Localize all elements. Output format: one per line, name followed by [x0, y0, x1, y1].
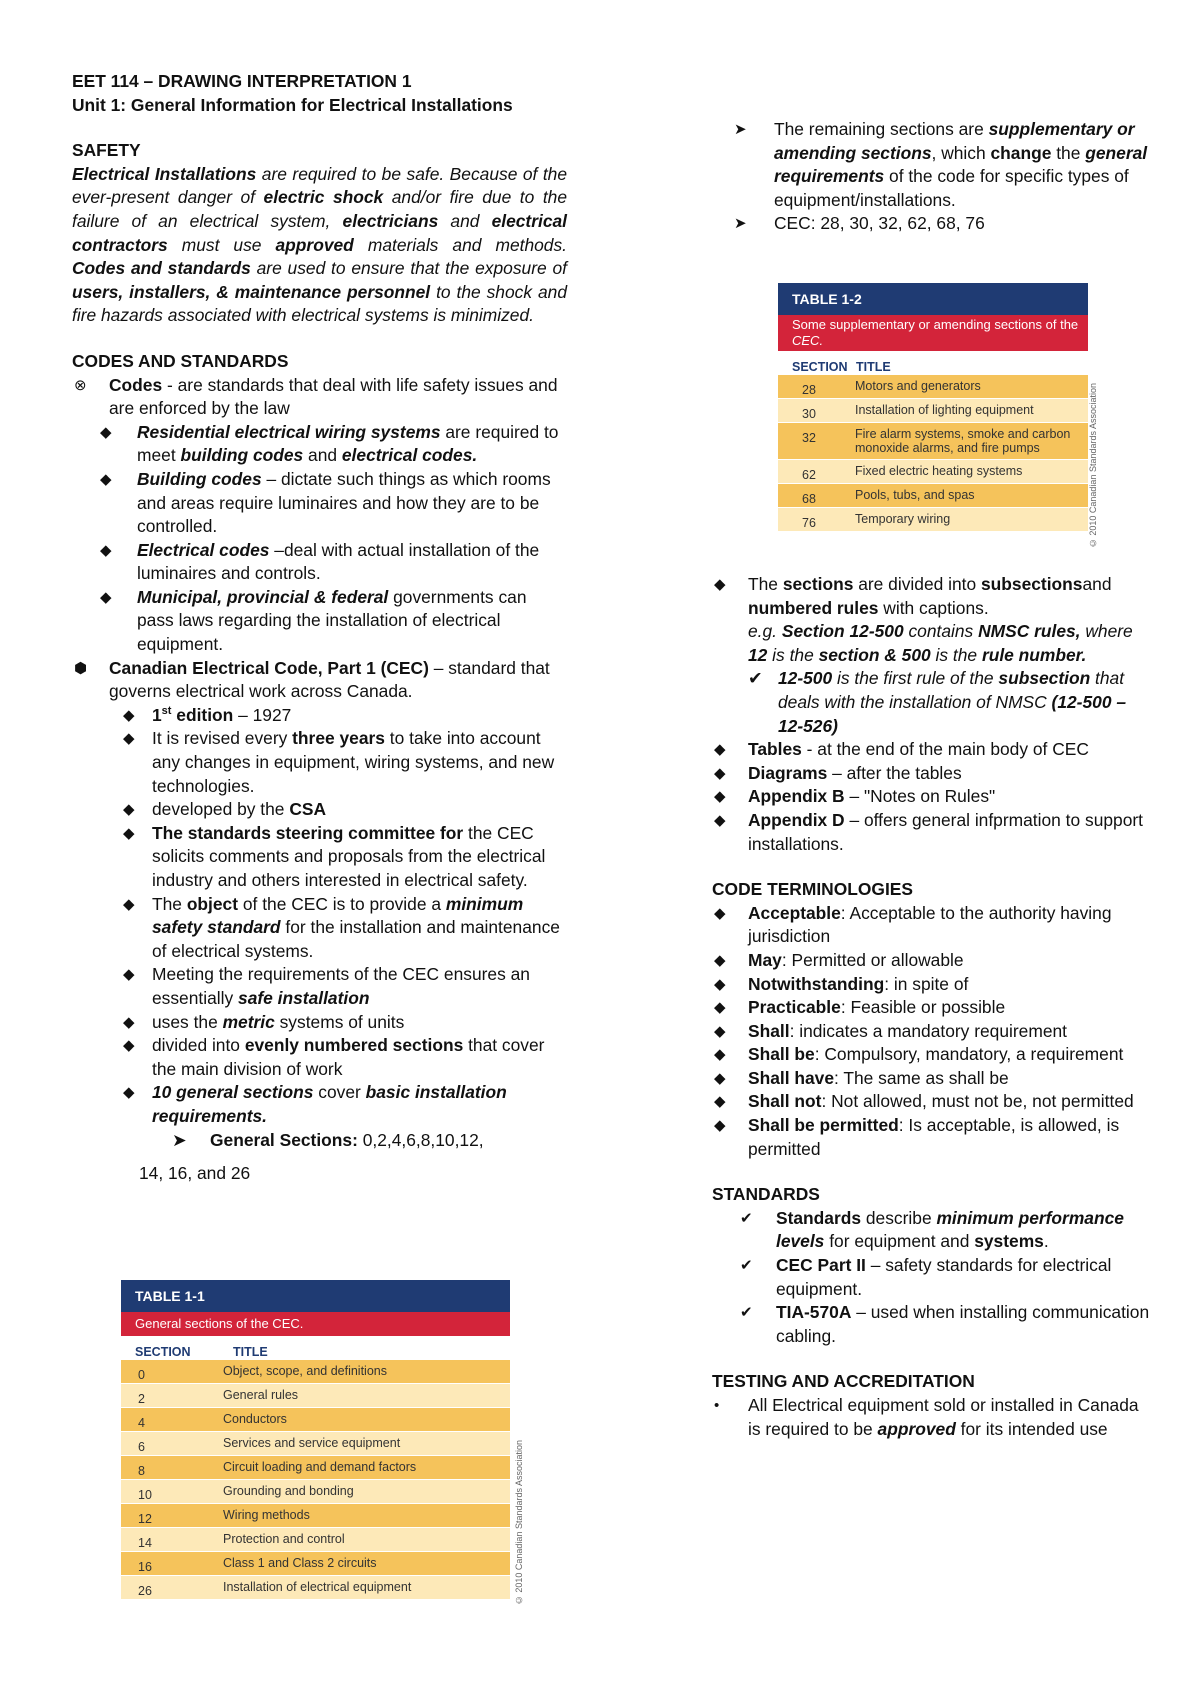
diamond-bullet-icon: ◆ [100, 541, 112, 559]
table-row [121, 1360, 510, 1384]
table-cell-title: Temporary wiring [855, 512, 951, 526]
table-cell-section: 16 [138, 1560, 152, 1574]
table-subtitle: General sections of the CEC. [121, 1312, 510, 1336]
list-item: ✔ TIA-570A – used when installing communication cabling. [740, 1302, 1150, 1346]
table-cell-title: Installation of electrical equipment [223, 1580, 412, 1594]
unit-title: Unit 1: General Information for Electrical Installations [72, 94, 513, 115]
table-row [778, 484, 1088, 508]
checkmark-bullet-icon: ✔ [740, 1209, 753, 1227]
table-title: TABLE 1-2 [778, 283, 1088, 315]
general-sections-continued: 14, 16, and 26 [139, 1163, 251, 1184]
list-item: ◆ developed by the CSA [115, 798, 567, 822]
list-item: ◆ It is revised every three years to take into account any changes in equipment, wiring systems, and new technologies. [123, 728, 555, 796]
list-item: ◆ 1st edition – 1927 [115, 704, 567, 728]
table-cell-section: 26 [138, 1584, 152, 1598]
table-cell-section: 10 [138, 1488, 152, 1502]
diamond-bullet-icon: ◆ [100, 588, 112, 606]
list-item: ◆ Shall not: Not allowed, must not be, not permitted [712, 1090, 1152, 1114]
radioactive-bullet-icon: ⊗ [74, 376, 87, 394]
table-row [121, 1408, 510, 1432]
diamond-bullet-icon: ◆ [123, 730, 135, 748]
diamond-bullet-icon: ◆ [100, 423, 112, 441]
arrow-bullet-icon: ➤ [172, 1129, 187, 1150]
codes-list [72, 374, 567, 1186]
list-item: ◆ Residential electrical wiring systems are required to meet building codes and electrical codes. [100, 421, 559, 466]
table-row [778, 508, 1088, 532]
list-item: • All Electrical equipment sold or installed in Canada is required to be approved for its intended use [714, 1395, 1139, 1439]
list-item: ◆ Notwithstanding: in spite of [712, 973, 1152, 997]
table-1-2 [778, 283, 1099, 549]
table-row [121, 1576, 510, 1600]
copyright-credit: © 2010 Canadian Standards Association [1088, 383, 1099, 549]
table-row [121, 1528, 510, 1552]
diamond-bullet-icon: ◆ [714, 788, 726, 806]
list-item: ◆ Appendix D – offers general infprmation to support installations. [714, 809, 1144, 854]
table-cell-title: Class 1 and Class 2 circuits [223, 1556, 377, 1570]
checkmark-bullet-icon: ✔ [748, 668, 763, 689]
table-cell-section: 30 [802, 407, 816, 421]
list-item: ➤ CEC: 28, 30, 32, 62, 68, 76 [734, 212, 1152, 236]
diamond-bullet-icon: ◆ [714, 1093, 726, 1111]
list-item: ◆ Shall: indicates a mandatory requirement [712, 1020, 1152, 1044]
diamond-bullet-icon: ◆ [714, 811, 726, 829]
copyright-credit: © 2010 Canadian Standards Association [514, 1440, 525, 1606]
diamond-bullet-icon: ◆ [123, 1084, 135, 1102]
standards-list [712, 1207, 1152, 1349]
codes-heading: CODES AND STANDARDS [72, 350, 289, 371]
standards-heading: STANDARDS [712, 1184, 820, 1205]
table-cell-section: 0 [138, 1368, 145, 1382]
table-cell-section: 6 [138, 1440, 145, 1454]
list-item: ✔ Standards describe minimum performance levels for equipment and systems. [740, 1207, 1124, 1252]
list-item: ◆ The object of the CEC is to provide a minimum safety standard for the installation and maintenance of electrical systems. [123, 893, 560, 961]
table-cell-section: 2 [138, 1392, 145, 1406]
list-item: ◆ Building codes – dictate such things as which rooms and areas require luminaires and how they are to be controlled. [100, 468, 551, 537]
list-item: ◆ Shall be permitted: Is acceptable, is allowed, is permitted [714, 1115, 1120, 1159]
diamond-bullet-icon: ◆ [714, 1117, 726, 1135]
checkmark-note: ✔ 12-500 is the first rule of the subsection that deals with the installation of NMSC (12-500 – 12-526) [748, 668, 1126, 736]
table-cell-title: Services and service equipment [223, 1436, 401, 1450]
column-header-section: SECTION [792, 360, 848, 374]
table-row [121, 1432, 510, 1456]
arrow-bullet-icon: ➤ [734, 215, 747, 233]
table-row [121, 1552, 510, 1576]
table-cell-title: Object, scope, and definitions [223, 1364, 387, 1378]
testing-heading: TESTING AND ACCREDITATION [712, 1371, 975, 1392]
list-item: ⬢ Canadian Electrical Code, Part 1 (CEC) – standard that governs electrical work across Canada. ◆ 1st edition – 1927 ◆ It is revised every three years to take into account any changes in equipment, wiring systems, and new technologies. ◆ developed by the CSA ◆ The standards steering committee for the CEC solicits comments and proposals from the electrical industry and others interested in electrical safety. ◆ The object of the CEC is to provide a minimum safety standard for the installation and maintenance of electrical systems. ◆ Meeting the requirements of the CEC ensures an essentially safe installation ◆ uses the metric systems of units ◆ divided into evenly numbered sections that cover the main division of work ◆ 10 general sections cover basic installation requirements. ➤ General Sections: 0,2,4,6,8,10,12, 14, 16, and 26 [72, 657, 567, 1186]
table-row [121, 1480, 510, 1504]
table-row [778, 375, 1088, 399]
list-item: ◆ Diagrams – after the tables [712, 762, 1152, 786]
list-item: ◆ Municipal, provincial & federal governments can pass laws regarding the installation of electrical equipment. [100, 586, 527, 655]
table-cell-title: Wiring methods [223, 1508, 310, 1522]
checkmark-bullet-icon: ✔ [740, 1257, 753, 1275]
left-column [72, 70, 567, 1186]
checkmark-bullet-icon: ✔ [740, 1304, 753, 1322]
table-cell-section: 28 [802, 383, 816, 397]
list-item: ◆ Practicable: Feasible or possible [712, 996, 1152, 1020]
table-cell-title: Fixed electric heating systems [855, 464, 1023, 478]
example-text: e.g. Section 12-500 contains NMSC rules, where 12 is the section & 500 is the rule number. [748, 621, 1133, 665]
diamond-bullet-icon: ◆ [714, 1022, 726, 1040]
table-cell-section: 14 [138, 1536, 152, 1550]
table-row [778, 460, 1088, 484]
diamond-bullet-icon: ◆ [714, 904, 726, 922]
diamond-bullet-icon: ◆ [100, 470, 112, 488]
column-header-title: TITLE [856, 360, 891, 374]
column-header-section: SECTION [135, 1345, 191, 1359]
table-body [121, 1360, 510, 1600]
table-cell-section: 62 [802, 468, 816, 482]
list-item: ◆ May: Permitted or allowable [712, 949, 1152, 973]
list-item: ◆ Electrical codes –deal with actual installation of the luminaires and controls. [100, 539, 540, 584]
supplementary-list [734, 118, 1152, 236]
list-item: ◆ The sections are divided into subsectionsand numbered rules with captions. e.g. Section 12-500 contains NMSC rules, where 12 is the section & 500 is the rule number. ✔ 12-500 is the first rule of the subsection that deals with the installation of NMSC (12-500 – 12-526) [712, 573, 1152, 738]
table-body [778, 375, 1088, 532]
table-cell-title: Installation of lighting equipment [855, 403, 1034, 417]
general-sections-line: ➤ General Sections: 0,2,4,6,8,10,12, [152, 1129, 567, 1153]
list-item: ◆ The standards steering committee for the CEC solicits comments and proposals from the electrical industry and others interested in electrical safety. [123, 822, 546, 890]
sections-list [712, 573, 1152, 856]
diamond-bullet-icon: ◆ [123, 1013, 135, 1031]
right-column [712, 118, 1152, 236]
diamond-bullet-icon: ◆ [714, 1069, 726, 1087]
right-column-lower [712, 573, 1152, 1441]
diamond-bullet-icon: ◆ [123, 895, 135, 913]
diamond-bullet-icon: ◆ [123, 1037, 135, 1055]
table-cell-title: Fire alarm systems, smoke and carbon monoxide alarms, and fire pumps [855, 427, 1071, 455]
table-row [778, 399, 1088, 423]
diamond-bullet-icon: ◆ [123, 706, 135, 724]
terminologies-heading: CODE TERMINOLOGIES [712, 879, 913, 900]
list-item: ◆ divided into evenly numbered sections that cover the main division of work [123, 1035, 545, 1079]
table-subtitle: Some supplementary or amending sections of the CEC. [778, 315, 1088, 351]
table-cell-section: 68 [802, 492, 816, 506]
list-item: ◆ Shall be: Compulsory, mandatory, a requirement [712, 1043, 1152, 1067]
table-column-headers [778, 351, 1088, 375]
diamond-bullet-icon: ◆ [714, 1046, 726, 1064]
table-cell-title: Grounding and bonding [223, 1484, 354, 1498]
diamond-bullet-icon: ◆ [123, 801, 135, 819]
arrow-bullet-icon: ➤ [734, 121, 747, 138]
table-1-1 [121, 1280, 525, 1606]
list-item: ◆ Tables - at the end of the main body of CEC [712, 738, 1152, 762]
diamond-bullet-icon: ◆ [714, 975, 726, 993]
diamond-bullet-icon: ◆ [714, 741, 726, 759]
safety-paragraph: Electrical Installations are required to be safe. Because of the ever-present danger of electric shock and/or fire due to the failure of an electrical system, electricians and electrical contractors must use approved materials and methods. Codes and standards are used to ensure that the exposure of users, installers, & maintenance personnel to the shock and fire hazards associated with electrical systems is minimized. [72, 163, 568, 326]
course-title: EET 114 – DRAWING INTERPRETATION 1 [72, 71, 412, 91]
list-item: ◆ Appendix B – "Notes on Rules" [712, 785, 1152, 809]
diamond-bullet-icon: ◆ [714, 764, 726, 782]
list-item: ✔ CEC Part II – safety standards for electrical equipment. [740, 1255, 1112, 1299]
list-item: ◆ Shall have: The same as shall be [712, 1067, 1152, 1091]
table-cell-section: 76 [802, 516, 816, 530]
table-cell-title: Pools, tubs, and spas [855, 488, 975, 502]
table-cell-title: Circuit loading and demand factors [223, 1460, 417, 1474]
diamond-bullet-icon: ◆ [714, 999, 726, 1017]
diamond-bullet-icon: ◆ [123, 824, 135, 842]
table-cell-section: 32 [802, 431, 816, 445]
table-cell-section: 8 [138, 1464, 145, 1478]
dot-bullet-icon: • [714, 1397, 720, 1414]
diamond-bullet-icon: ◆ [714, 951, 726, 969]
safety-heading: SAFETY [72, 140, 141, 161]
diamond-bullet-icon: ◆ [123, 966, 135, 984]
list-item: ⊗ Codes - are standards that deal with life safety issues and are enforced by the law ◆ Residential electrical wiring systems are required to meet building codes and electrical codes. ◆ Building codes – dictate such things as which rooms and areas require luminaires and how they are to be controlled. ◆ Electrical codes –deal with actual installation of the luminaires and controls. ◆ Municipal, provincial & federal governments can pass laws regarding the installation of electrical equipment. [72, 374, 567, 657]
terminologies-list [712, 902, 1152, 1162]
table-row [121, 1456, 510, 1480]
diamond-bullet-icon: ◆ [714, 576, 726, 593]
table-row [778, 423, 1088, 460]
table-cell-section: 12 [138, 1512, 152, 1526]
column-header-title: TITLE [233, 1345, 268, 1359]
table-row [121, 1504, 510, 1528]
list-item: ◆ uses the metric systems of units [115, 1011, 567, 1035]
table-title: TABLE 1-1 [121, 1280, 510, 1312]
list-item: ➤ The remaining sections are supplementary or amending sections, which change the general requirements of the code for specific types of equipment/installations. [734, 119, 1148, 210]
table-column-headers [121, 1336, 510, 1360]
table-cell-title: General rules [223, 1388, 299, 1402]
list-item: ◆ Acceptable: Acceptable to the authority having jurisdiction [714, 902, 1112, 947]
list-item: ◆ Meeting the requirements of the CEC ensures an essentially safe installation [123, 964, 530, 1008]
table-cell-section: 4 [138, 1416, 145, 1430]
table-cell-title: Conductors [223, 1412, 287, 1426]
table-cell-title: Protection and control [223, 1532, 345, 1546]
table-cell-title: Motors and generators [855, 379, 981, 393]
table-row [121, 1384, 510, 1408]
list-item: ◆ 10 general sections cover basic installation requirements. ➤ General Sections: 0,2,4,6,8,10,12, [115, 1081, 567, 1152]
hexagon-bullet-icon: ⬢ [74, 659, 88, 677]
testing-list [712, 1394, 1152, 1441]
